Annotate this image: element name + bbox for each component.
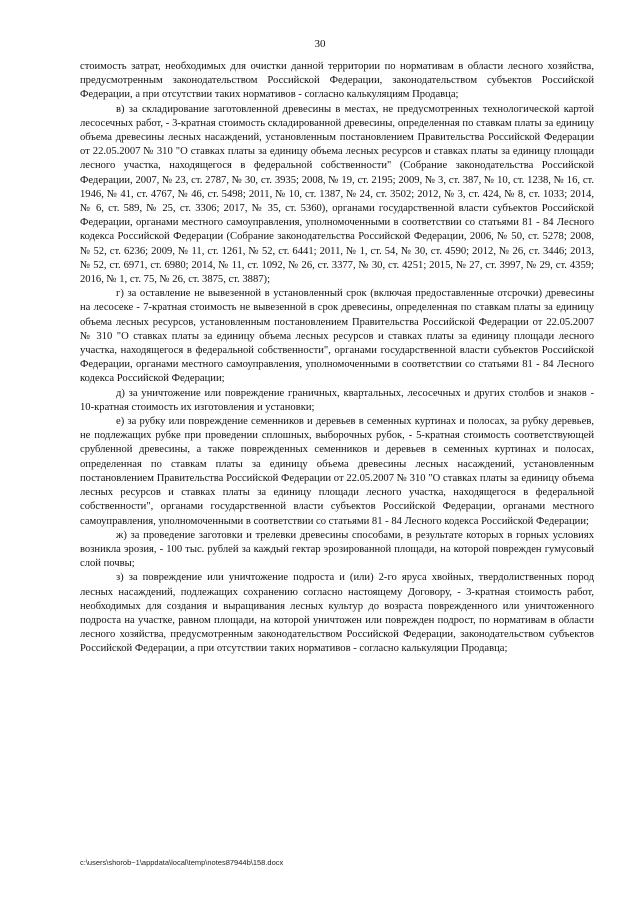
paragraph-item-zh: ж) за проведение заготовки и трелевки древесины способами, в результате которых в горных условиях возникла эрозия, - 100 тыс. рублей за каждый гектар эрозированной площади, на которой поврежден гумусовый слой почвы; xyxy=(80,529,594,570)
paragraph-item-d: д) за уничтожение или повреждение граничных, квартальных, лесосечных и других столбов и знаков - 10-кратная стоимость их изготовления и установки; xyxy=(80,387,594,413)
paragraph-item-g: г) за оставление не вывезенной в установленный срок (включая предоставленные отсрочки) древесины на лесосеке - 7-кратная стоимость не вывезенной в срок древесины, определенная по ставкам платы за единицу объема лесных ресурсов, установленным постановлением Правительства Российской Федерации от 22.05.2007 № 310 "О ставках платы за единицу объема лесных ресурсов и ставках платы за единицу площади лесного участка, находящегося в федеральной собственности", органами государственной власти субъектов Российской Федерации, органами местного самоуправления, уполномоченными в соответствии со статьями 81 - 84 Лесного кодекса Российской Федерации; xyxy=(80,288,594,385)
footer-file-path: c:\users\shorob~1\appdata\local\temp\notes87944b\158.docx xyxy=(80,858,284,867)
paragraph-continuation: стоимость затрат, необходимых для очистки данной территории по нормативам в области лесного хозяйства, предусмотренным законодательством Российской Федерации, законодательством субъектов Российской Федерации, а при отсутствии таких нормативов - согласно калькуляциям Продавца; xyxy=(80,61,594,101)
page-number: 30 xyxy=(314,38,326,50)
document-body xyxy=(80,60,594,657)
paragraph-item-v: в) за складирование заготовленной древесины в местах, не предусмотренных технологической картой лесосечных работ, - 3-кратная стоимость складированной древесины, определенная по ставкам платы за единицу объема древесины лесных насаждений, установленным постановлением Правительства Российской Федерации от 22.05.2007 № 310 "О ставках платы за единицу объема лесных ресурсов и ставках платы за единицу площади лесного участка, находящегося в федеральной собственности" (Собрание законодательства Российской Федерации, 2007, № 23, ст. 2787, № 30, ст. 3935; 2008, № 19, ст. 2195; 2009, № 3, ст. 387, № 10, ст. 1238, № 16, ст. 1946, № 41, ст. 4767, № 46, ст. 5498; 2011, № 10, ст. 1387, № 24, ст. 3502; 2012, № 3, ст. 424, № 8, ст. 1033; 2014, № 6, ст. 589, № 25, ст. 3306; 2017, № 35, ст. 5360), органами государственной власти субъектов Российской Федерации, органами местного самоуправления, уполномоченными в соответствии со статьями 81 - 84 Лесного кодекса Российской Федерации (Собрание законодательства Российской Федерации, 2006, № 50, ст. 5278; 2008, № 52, ст. 6236; 2009, № 11, ст. 1261, № 52, ст. 6441; 2011, № 1, ст. 54, № 30, ст. 4590; 2012, № 26, ст. 3446; 2013, № 52, ст. 6971, ст. 6980; 2014, № 11, ст. 1092, № 26, ст. 3377, № 30, ст. 4251; 2015, № 27, ст. 3997, № 29, ст. 4359; 2016, № 1, ст. 75, № 26, ст. 3875, ст. 3887); xyxy=(80,103,594,286)
paragraph-item-z: з) за повреждение или уничтожение подроста и (или) 2-го яруса хвойных, твердолиственных пород лесных насаждений, подлежащих сохранению согласно настоящему Договору, - 3-кратная стоимость работ, необходимых для создания и выращивания лесных культур до возраста поврежденного или уничтоженного подроста на участке, равном площади, на которой уничтожен или поврежден подрост, по нормативам в области лесного хозяйства, предусмотренным законодательством Российской Федерации, законодательством субъектов Российской Федерации, а при отсутствии таких нормативов - согласно калькуляции Продавца; xyxy=(80,572,594,655)
paragraph-item-e: е) за рубку или повреждение семенников и деревьев в семенных куртинах и полосах, за рубку деревьев, не подлежащих рубке при проведении сплошных, выборочных рубок, - 5-кратная стоимость соответствующей срубленной древесины, а также поврежденных семенников и деревьев в семенных куртинах и полосах, определенная по ставкам платы за единицу объема древесины лесных насаждений, установленным постановлением Правительства Российской Федерации от 22.05.2007 № 310 "О ставках платы за единицу объема лесных ресурсов и ставках платы за единицу площади лесного участка, находящегося в федеральной собственности", органами государственной власти субъектов Российской Федерации, органами местного самоуправления, уполномоченными в соответствии со статьями 81 - 84 Лесного кодекса Российской Федерации; xyxy=(80,416,594,527)
